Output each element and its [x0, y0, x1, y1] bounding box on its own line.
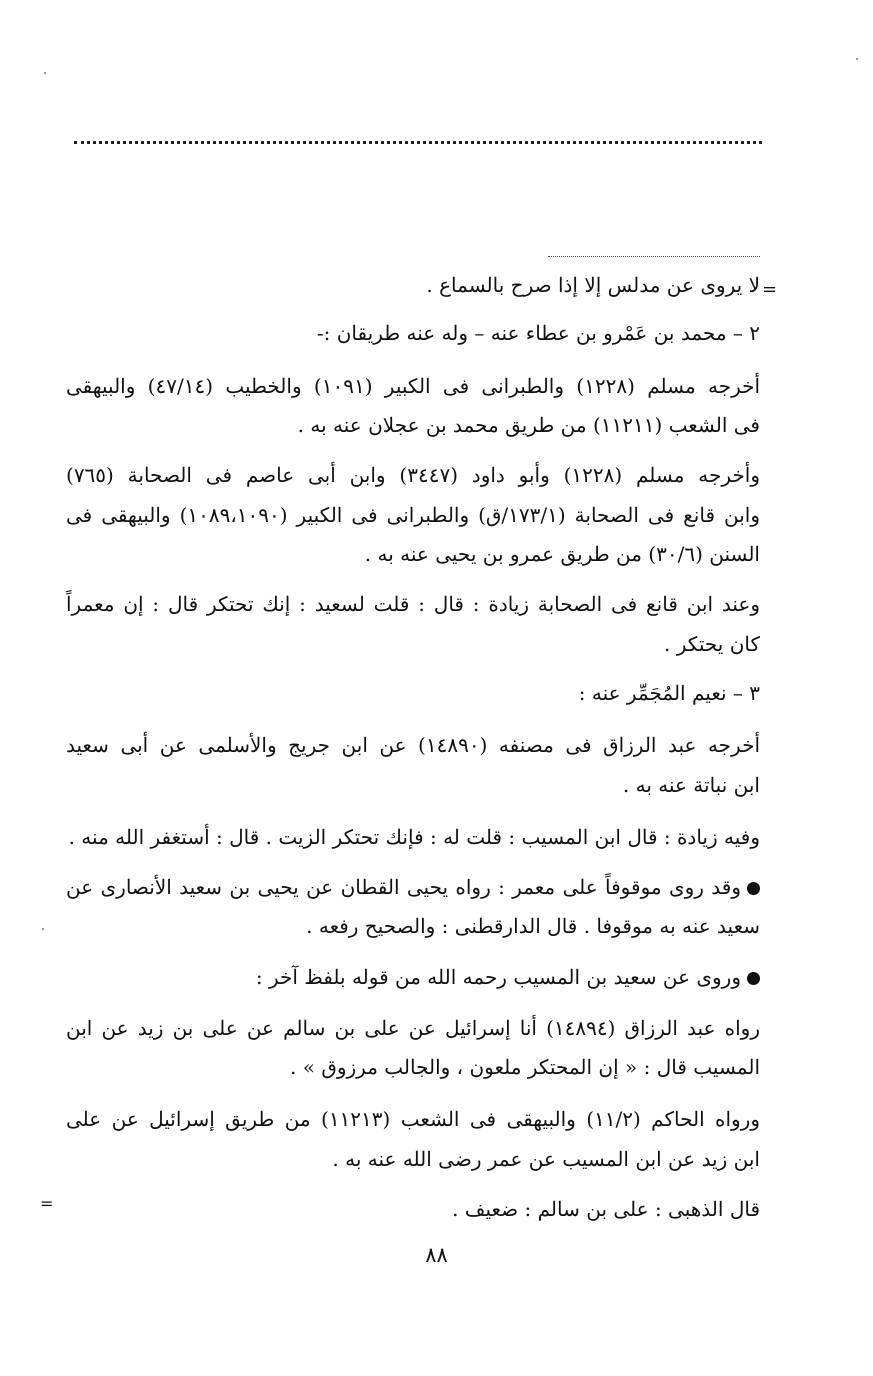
text-line-21: قال الذهبى : على بن سالم : ضعيف . [452, 1197, 760, 1221]
section-heading-2: ٢ – محمد بن عَمْرو بن عطاء عنه – وله عنه طريقان :- [316, 321, 760, 345]
top-dotted-rule [74, 141, 762, 144]
text-line-1: لا يروى عن مدلس إلا إذا صرح بالسماع . [426, 273, 760, 297]
text-line-8: وعند ابن قانع فى الصحابة زيادة : قال : قلت لسعيد : إنك تحتكر قال : إن معمراً [66, 592, 760, 616]
bullet-icon [747, 882, 760, 895]
bullet-text: وروى عن سعيد بن المسيب رحمه الله من قوله بلفظ آخر : [255, 965, 741, 989]
bullet-line-16 [256, 962, 760, 992]
text-line-17: رواه عبد الرزاق (١٤٨٩٤) أنا إسرائيل عن على بن سالم عن على بن زيد عن ابن [66, 1016, 760, 1040]
footnote-separator [548, 256, 760, 257]
section-heading-3: ٣ – نعيم المُجَمِّر عنه : [578, 681, 760, 705]
continuation-mark: = [762, 279, 778, 300]
scan-speck [42, 928, 44, 930]
text-line-19: ورواه الحاكم (١١/٢) والبيهقى فى الشعب (١١٢١٣) من طريق إسرائيل عن على [66, 1107, 760, 1131]
scan-speck [44, 72, 46, 74]
bullet-text: وقد روى موقوفاً على معمر : رواه يحيى القطان عن يحيى بن سعيد الأنصارى عن [66, 875, 741, 899]
text-line-20: ابن زيد عن ابن المسيب عن عمر رضى الله عنه به . [332, 1147, 760, 1171]
text-line-4: فى الشعب (١١٢١١) من طريق محمد بن عجلان عنه به . [297, 413, 760, 437]
text-line-12: ابن نباتة عنه به . [622, 773, 760, 797]
page-number: ٨٨ [425, 1243, 448, 1267]
scan-speck [856, 58, 858, 60]
text-line-15: سعيد عنه به موقوفا . قال الدارقطنى : والصحيح رفعه . [306, 914, 760, 938]
text-line-7: السنن (٣٠/٦) من طريق عمرو بن يحيى عنه به . [364, 542, 760, 566]
text-line-3: أخرجه مسلم (١٢٢٨) والطبرانى فى الكبير (١٠٩١) والخطيب (٤٧/١٤) والبيهقى [66, 374, 761, 398]
text-line-13: وفيه زيادة : قال ابن المسيب : قلت له : فإنك تحتكر الزيت . قال : أستغفر الله منه . [68, 825, 760, 849]
text-line-6: وابن قانع فى الصحابة (١٧٣/١/ق) والطبرانى فى الكبير (١٠٨٩،١٠٩٠) والبيهقى فى [66, 503, 760, 527]
text-line-11: أخرجه عبد الرزاق فى مصنفه (١٤٨٩٠) عن ابن جريج والأسلمى عن أبى سعيد [66, 733, 760, 757]
margin-mark: = [40, 1194, 54, 1213]
text-line-9: كان يحتكر . [664, 632, 760, 656]
bullet-icon [747, 972, 760, 985]
text-line-18: المسيب قال : « إن المحتكر ملعون ، والجالب مرزوق » . [290, 1055, 760, 1079]
bullet-line-14 [66, 872, 760, 902]
text-line-5: وأخرجه مسلم (١٢٢٨) وأبو داود (٣٤٤٧) وابن أبى عاصم فى الصحابة (٧٦٥) [66, 463, 761, 487]
